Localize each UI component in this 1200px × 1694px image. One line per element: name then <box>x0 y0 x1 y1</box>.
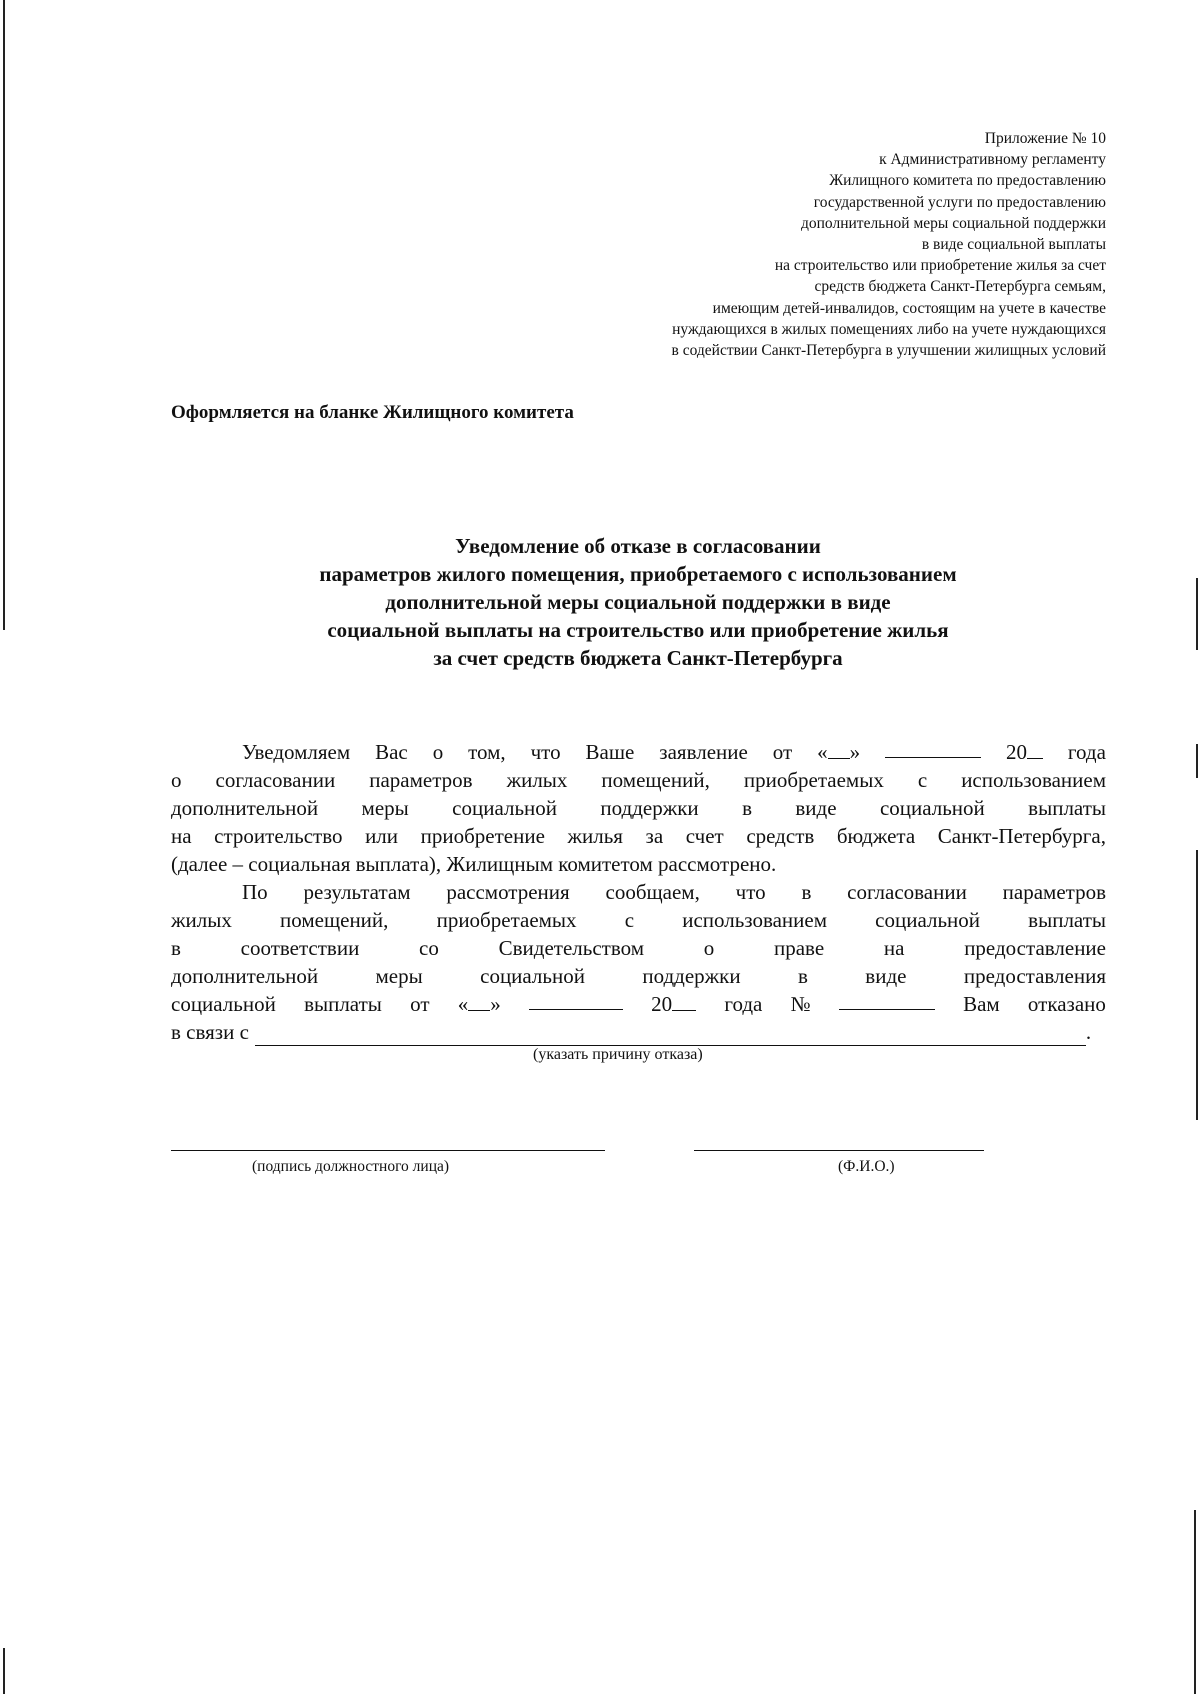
year-blank[interactable] <box>672 991 696 1011</box>
paragraph1-line2: о согласовании параметров жилых помещений, приобретаемых с использованием <box>171 768 1106 792</box>
scan-edge-right-2 <box>1196 744 1198 778</box>
official-signature-line[interactable] <box>171 1150 605 1151</box>
appendix-line: на строительство или приобретение жилья за счет <box>774 257 1106 275</box>
refusal-reason-field[interactable] <box>255 1025 1086 1046</box>
reason-prefix: в связи с <box>171 1020 249 1044</box>
quote-open: « <box>457 992 469 1016</box>
quote-open: « <box>817 740 828 764</box>
word: о <box>432 740 444 764</box>
year-field[interactable] <box>1006 738 1043 766</box>
quote-close: » <box>490 992 501 1016</box>
word: заявление <box>659 740 748 764</box>
paragraph2-line4: дополнительной меры социальной поддержки в виде предоставления <box>171 964 1106 988</box>
word: том, <box>468 740 506 764</box>
title-line: социальной выплаты на строительство или приобретение жилья <box>327 618 949 642</box>
appendix-header <box>546 128 1106 361</box>
title-line: параметров жилого помещения, приобретаемого с использованием <box>319 562 957 586</box>
appendix-line: Жилищного комитета по предоставлению <box>829 172 1106 190</box>
word: что <box>530 740 561 764</box>
month-blank[interactable] <box>885 738 981 758</box>
day-blank[interactable] <box>468 991 490 1011</box>
year-field[interactable] <box>651 990 696 1018</box>
word: года <box>1067 740 1106 764</box>
title-line: Уведомление об отказе в согласовании <box>455 534 821 558</box>
paragraph1-line5: (далее – социальная выплата), Жилищным комитетом рассмотрено. <box>171 852 777 876</box>
month-blank[interactable] <box>529 990 623 1010</box>
appendix-line: имеющим детей-инвалидов, состоящим на учете в качестве <box>712 299 1106 317</box>
word: от <box>772 740 793 764</box>
word: от <box>410 992 430 1016</box>
appendix-line: Приложение № 10 <box>984 130 1106 147</box>
word: Вам <box>963 992 1000 1016</box>
appendix-line: средств бюджета Санкт-Петербурга семьям, <box>814 278 1106 296</box>
application-date-field[interactable] <box>817 738 860 766</box>
word: социальной <box>171 992 276 1016</box>
appendix-line: к Административному регламенту <box>879 151 1106 169</box>
word: Ваше <box>585 740 635 764</box>
word: выплаты <box>304 992 382 1016</box>
appendix-line: в содействии Санкт-Петербурга в улучшении жилищных условий <box>671 342 1106 360</box>
paragraph2-line6 <box>171 1018 1106 1046</box>
paragraph1-line4: на строительство или приобретение жилья за счет средств бюджета Санкт-Петербурга, <box>171 824 1106 848</box>
paragraph2-line1: По результатам рассмотрения сообщаем, что в согласовании параметров <box>242 880 1106 904</box>
scan-edge-right-1 <box>1196 578 1198 650</box>
word: отказано <box>1027 992 1106 1016</box>
year-prefix: 20 <box>1005 740 1027 764</box>
reason-suffix: . <box>1085 1020 1092 1044</box>
certificate-number-blank[interactable] <box>839 990 935 1010</box>
paragraph2-line5 <box>171 990 1106 1018</box>
blank-note: Оформляется на бланке Жилищного комитета <box>171 402 574 423</box>
day-blank[interactable] <box>828 739 850 759</box>
title-line: дополнительной меры социальной поддержки в виде <box>385 590 891 614</box>
notification-body <box>171 738 1106 1046</box>
quote-close: » <box>849 740 861 764</box>
scan-edge-left-top <box>3 0 5 630</box>
appendix-line: в виде социальной выплаты <box>921 236 1106 254</box>
year-prefix: 20 <box>651 992 673 1016</box>
paragraph1-line3: дополнительной меры социальной поддержки в виде социальной выплаты <box>171 796 1106 820</box>
scan-edge-right-4 <box>1194 1510 1196 1694</box>
official-signature-caption: (подпись должностного лица) <box>252 1158 450 1175</box>
document-title <box>170 532 1106 672</box>
year-blank[interactable] <box>1027 739 1043 759</box>
appendix-line: дополнительной меры социальной поддержки <box>801 214 1106 232</box>
word: года <box>724 992 763 1016</box>
full-name-line[interactable] <box>694 1150 984 1151</box>
reason-caption: (указать причину отказа) <box>533 1046 703 1063</box>
appendix-line: нуждающихся в жилых помещениях либо на учете нуждающихся <box>672 320 1106 338</box>
word: Вас <box>375 740 408 764</box>
scan-edge-left-bottom <box>3 1648 5 1694</box>
word: Уведомляем <box>242 740 351 764</box>
paragraph1-line1 <box>171 738 1106 766</box>
paragraph2-line2: жилых помещений, приобретаемых с использованием социальной выплаты <box>171 908 1106 932</box>
full-name-caption: (Ф.И.О.) <box>838 1158 895 1175</box>
title-line: за счет средств бюджета Санкт-Петербурга <box>433 646 843 670</box>
certificate-date-field[interactable] <box>458 990 501 1018</box>
paragraph2-line3: в соответствии со Свидетельством о праве на предоставление <box>171 936 1106 960</box>
scan-edge-right-3 <box>1196 850 1198 1120</box>
number-sign: № <box>790 992 811 1016</box>
appendix-line: государственной услуги по предоставлению <box>813 193 1106 211</box>
